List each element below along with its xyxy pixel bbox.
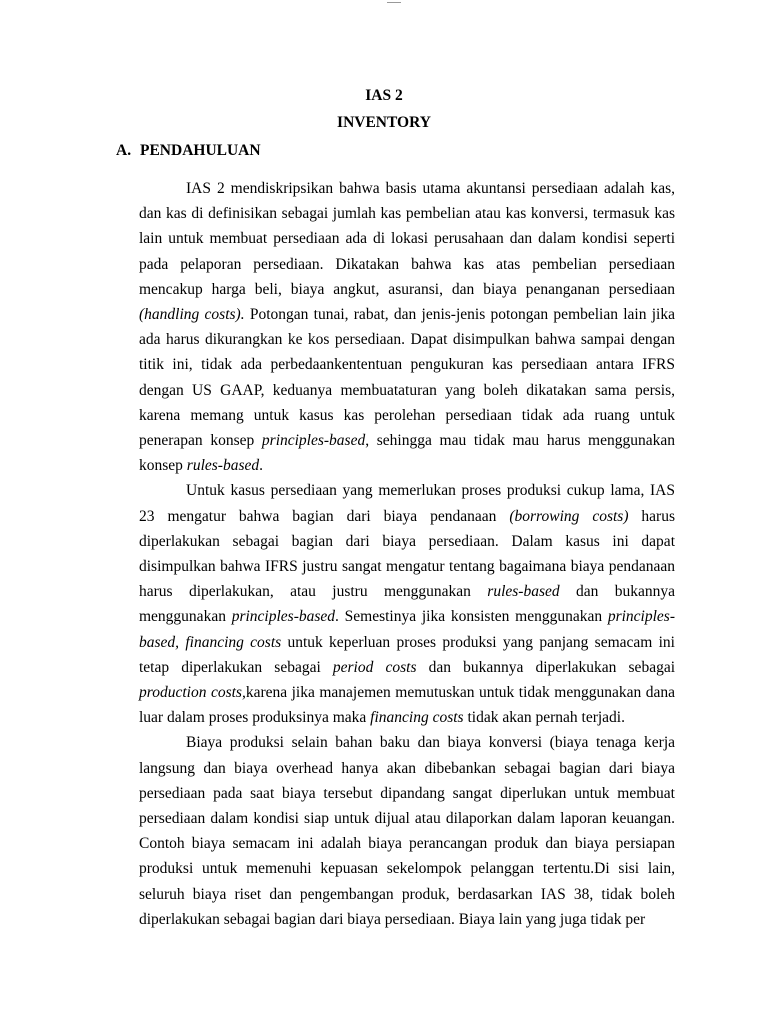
italic-term: financing costs (370, 709, 464, 727)
text-run: harus diperlakukan sebagai bagian dari biaya persediaan. Dalam kasus ini dapat disimpulkan bahwa IFRS justru sangat mengatur tentang bagaimana biaya pendanaan harus diperlakukan, atau justru menggunakan (139, 507, 675, 601)
page-top-mark (387, 0, 401, 3)
text-run: untuk keperluan proses produksi yang panjang semacam ini tetap diperlakukan sebagai (139, 633, 675, 676)
italic-term: (borrowing costs) (509, 507, 629, 525)
italic-term: production costs, (139, 684, 246, 702)
italic-term: principles-based (261, 432, 366, 450)
italic-term: period costs (332, 658, 417, 676)
section-number: A. (116, 142, 132, 159)
document-subtitle: INVENTORY (337, 114, 431, 131)
italic-term: rules-based (186, 457, 260, 475)
text-run: Potongan tunai, rabat, dan jenis-jenis potongan pembelian lain jika ada harus dikurangkan ke kos persediaan. Dapat disimpulkan bahwa sampai dengan titik ini, tidak ada perbedaankententuan pengukuran kas persediaan antara IFRS dengan US GAAP, keduanya membuataturan yang boleh dikatakan sama persis, karena memang untuk kasus kas perolehan persediaan tidak ada ruang untuk penerapan konsep (139, 306, 675, 450)
text-run: , sehingga mau tidak mau harus menggunakan konsep (139, 432, 676, 475)
text-run: dan bukannya diperlakukan sebagai (416, 658, 676, 676)
document-title: IAS 2 (365, 87, 403, 104)
body-text (139, 176, 675, 932)
text-run: . Semestinya jika konsisten menggunakan (335, 608, 608, 626)
paragraph-2 (139, 478, 675, 730)
section-heading (116, 142, 261, 160)
italic-term: rules-based (487, 583, 560, 601)
section-title: PENDAHULUAN (140, 142, 261, 159)
text-run: Untuk kasus persediaan yang memerlukan proses produksi cukup lama, IAS 23 mengatur bahwa bagian dari biaya pendanaan (139, 482, 675, 525)
italic-term: principles-based (231, 608, 336, 626)
italic-term: (handling costs). (139, 306, 245, 324)
text-run: karena jika manajemen memutuskan untuk tidak menggunakan dana luar dalam proses produksinya maka (139, 684, 675, 727)
italic-term: principles-based, financing costs (139, 608, 675, 651)
text-run: . (259, 457, 263, 475)
paragraph-3: Biaya produksi selain bahan baku dan biaya konversi (biaya tenaga kerja langsung dan biaya overhead hanya akan dibebankan sebagai bagian dari biaya persediaan pada saat biaya tersebut dipandang sangat diperlukan untuk membuat persediaan dalam kondisi siap untuk dijual atau dilaporkan dalam laporan keuangan. Contoh biaya semacam ini adalah biaya perancangan produk dan biaya persiapan produksi untuk memenuhi kepuasan sekelompok pelanggan tertentu.Di sisi lain, seluruh biaya riset dan pengembangan produk, berdasarkan IAS 38, tidak boleh diperlakukan sebagai bagian dari biaya persediaan. Biaya lain yang juga tidak per (139, 734, 675, 928)
text-run: IAS 2 mendiskripsikan bahwa basis utama akuntansi persediaan adalah kas, dan kas di definisikan sebagai jumlah kas pembelian atau kas konversi, termasuk kas lain untuk membuat persediaan ada di lokasi perusahaan dan dalam kondisi seperti pada pelaporan persediaan. Dikatakan bahwa kas atas pembelian persediaan mencakup harga beli, biaya angkut, asuransi, dan biaya penanganan persediaan (139, 180, 675, 298)
text-run: tidak akan pernah terjadi. (463, 709, 625, 727)
paragraph-1 (139, 176, 675, 478)
text-run: dan bukannya menggunakan (139, 583, 676, 626)
